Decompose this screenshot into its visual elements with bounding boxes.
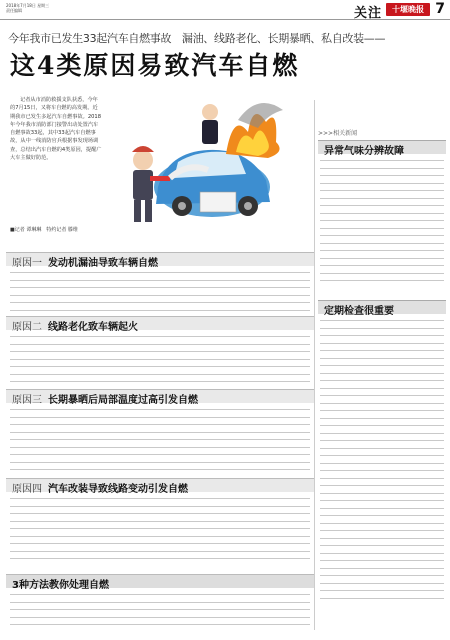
section-1-header (6, 252, 314, 269)
headline: 这4类原因易致汽车自燃 (10, 51, 300, 80)
right-box-1-body (320, 160, 444, 288)
right-box-2-body (320, 320, 444, 605)
right-box-2-title: 定期检查很重要 (324, 306, 394, 317)
section-1-body (10, 272, 310, 317)
editor-line: 责任编辑 (6, 8, 22, 13)
section-3-tag: 原因三 (12, 395, 42, 406)
section-4-body (10, 498, 310, 566)
section-2-tag: 原因二 (12, 322, 42, 333)
bottom-section-header (6, 574, 314, 591)
car-fire-illustration (108, 92, 300, 237)
date-line: 2018年7月18日 星期三 (6, 3, 50, 8)
section-1-tag: 原因一 (12, 258, 42, 269)
section-3-body (10, 409, 310, 477)
byline: ■记者 谭琳琳 特约记者 滕维 (10, 227, 78, 233)
right-box-1-title: 异常气味分辨故障 (324, 146, 404, 157)
masthead-date (6, 3, 66, 13)
page-number: 7 (435, 1, 445, 17)
section-name: 关注 (353, 6, 382, 21)
related-news-label: >>>相关新闻 (318, 130, 358, 137)
bottom-section-body (10, 594, 310, 632)
section-4-title: 汽车改装导致线路变动引发自燃 (48, 484, 188, 495)
intro-paragraph: 记者从市消防救援支队获悉，今年的7月15日，又将车自燃的高发期。近期我市已发生多起汽车自燃事故。2018年今年我市消防部门接警出动处置汽车自燃事故33起，其中33起汽车自燃事故，从中一线消防官兵根据事发现场调查，总结出汽车自燃的4类原因，提醒广大车主做好防范。 (10, 97, 102, 162)
section-3-title: 长期暴晒后局部温度过高引发自燃 (48, 395, 198, 406)
newspaper-logo: 十堰晚报 (386, 3, 430, 16)
subtitle: 今年我市已发生33起汽车自燃事故 漏油、线路老化、长期暴晒、私自改装—— (8, 32, 386, 45)
section-2-body (10, 336, 310, 389)
bottom-section-title: 3种方法教你处理自燃 (12, 580, 109, 591)
right-box-2-header (318, 300, 446, 317)
masthead (0, 0, 450, 20)
section-4-tag: 原因四 (12, 484, 42, 495)
section-1-title: 发动机漏油导致车辆自燃 (48, 258, 158, 269)
section-3-header (6, 389, 314, 406)
section-4-header (6, 478, 314, 495)
section-2-title: 线路老化致车辆起火 (48, 322, 138, 333)
column-divider (314, 100, 315, 630)
right-box-1-header (318, 140, 446, 157)
section-2-header (6, 316, 314, 333)
